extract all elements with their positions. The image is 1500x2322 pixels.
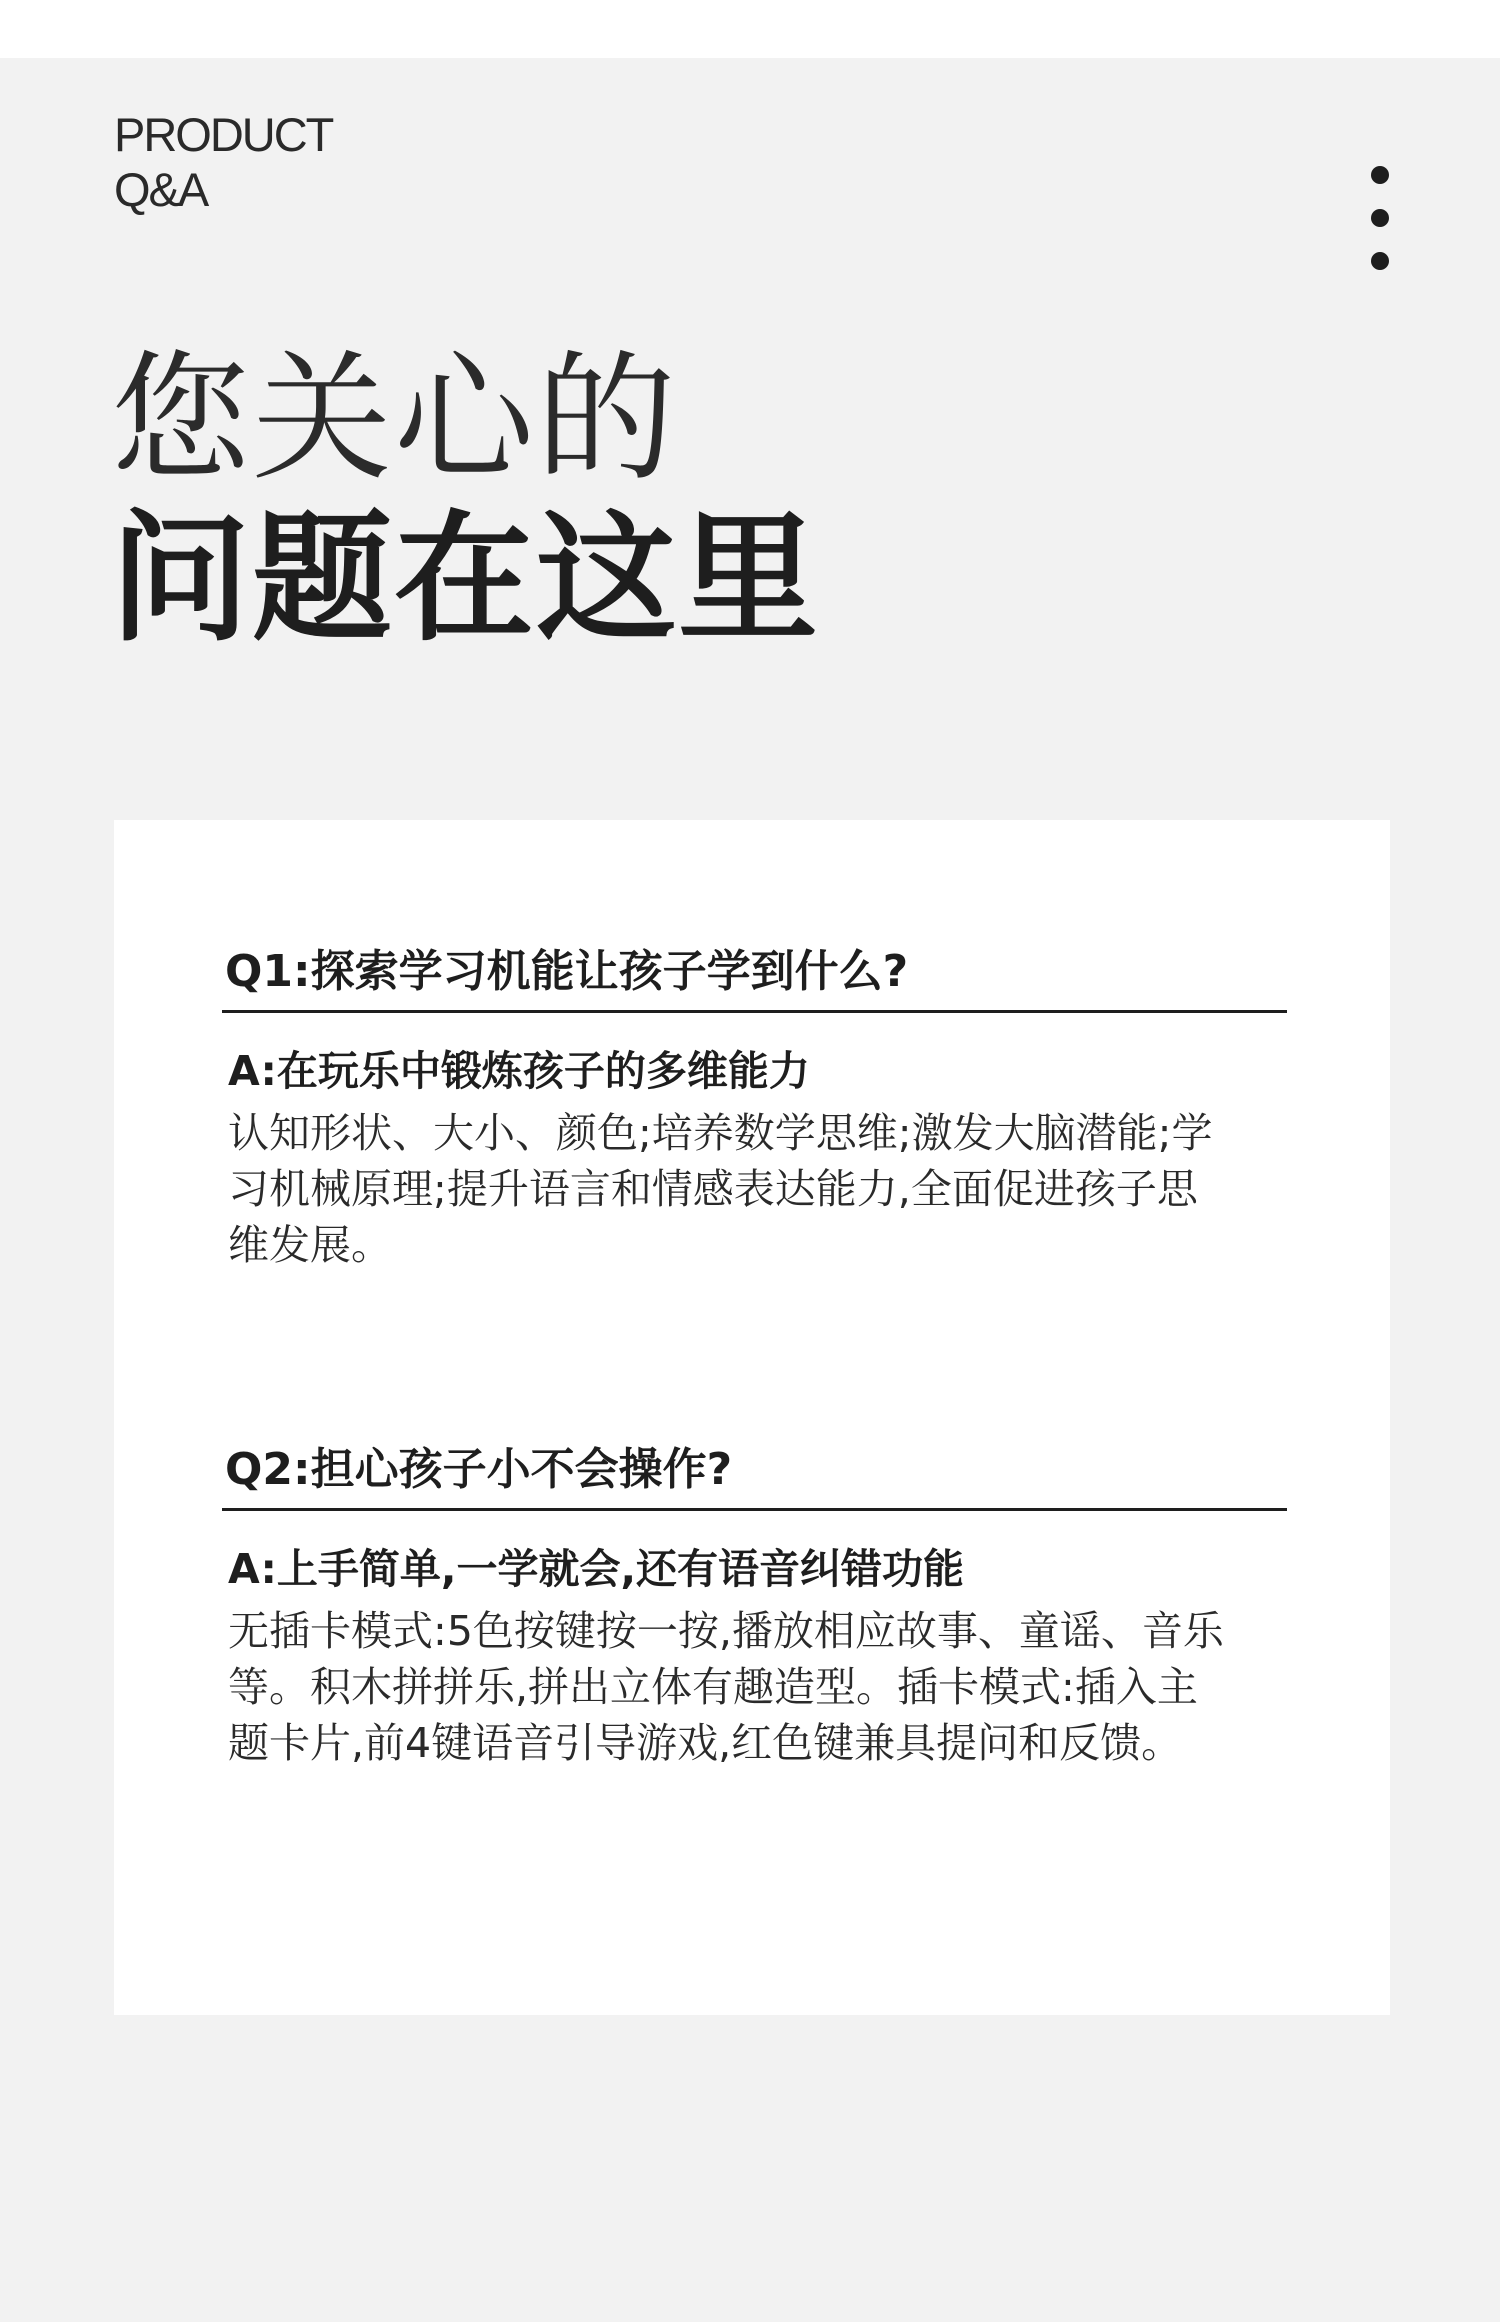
page-title-bold: 问题在这里 bbox=[110, 498, 821, 661]
question-divider bbox=[222, 1508, 1287, 1511]
qa-card bbox=[114, 820, 1390, 2015]
section-label bbox=[114, 107, 332, 217]
menu-dot bbox=[1371, 209, 1389, 227]
question-divider bbox=[222, 1010, 1287, 1013]
page-title-light: 您关心的 bbox=[110, 338, 679, 501]
section-label-line2: Q&A bbox=[114, 163, 208, 216]
answer-title: A:上手简单,一学就会,还有语音纠错功能 bbox=[228, 1545, 965, 1593]
qa-item-1 bbox=[222, 942, 1287, 1273]
answer-title: A:在玩乐中锻炼孩子的多维能力 bbox=[228, 1047, 810, 1095]
question-title: Q1:探索学习机能让孩子学到什么? bbox=[225, 946, 909, 997]
section-label-line1: PRODUCT bbox=[114, 108, 333, 161]
menu-dot bbox=[1371, 166, 1389, 184]
menu-dot bbox=[1371, 252, 1389, 270]
question-title: Q2:担心孩子小不会操作? bbox=[225, 1444, 733, 1495]
more-vertical-icon[interactable] bbox=[1360, 166, 1400, 270]
answer-body: 认知形状、大小、颜色;培养数学思维;激发大脑潜能;学习机械原理;提升语言和情感表达能力,全面促进孩子思维发展。 bbox=[228, 1109, 1213, 1269]
answer-body: 无插卡模式:5色按键按一按,播放相应故事、童谣、音乐等。积木拼拼乐,拼出立体有趣造型。插卡模式:插入主题卡片,前4键语音引导游戏,红色键兼具提问和反馈。 bbox=[228, 1607, 1224, 1767]
qa-item-2 bbox=[222, 1440, 1287, 1771]
